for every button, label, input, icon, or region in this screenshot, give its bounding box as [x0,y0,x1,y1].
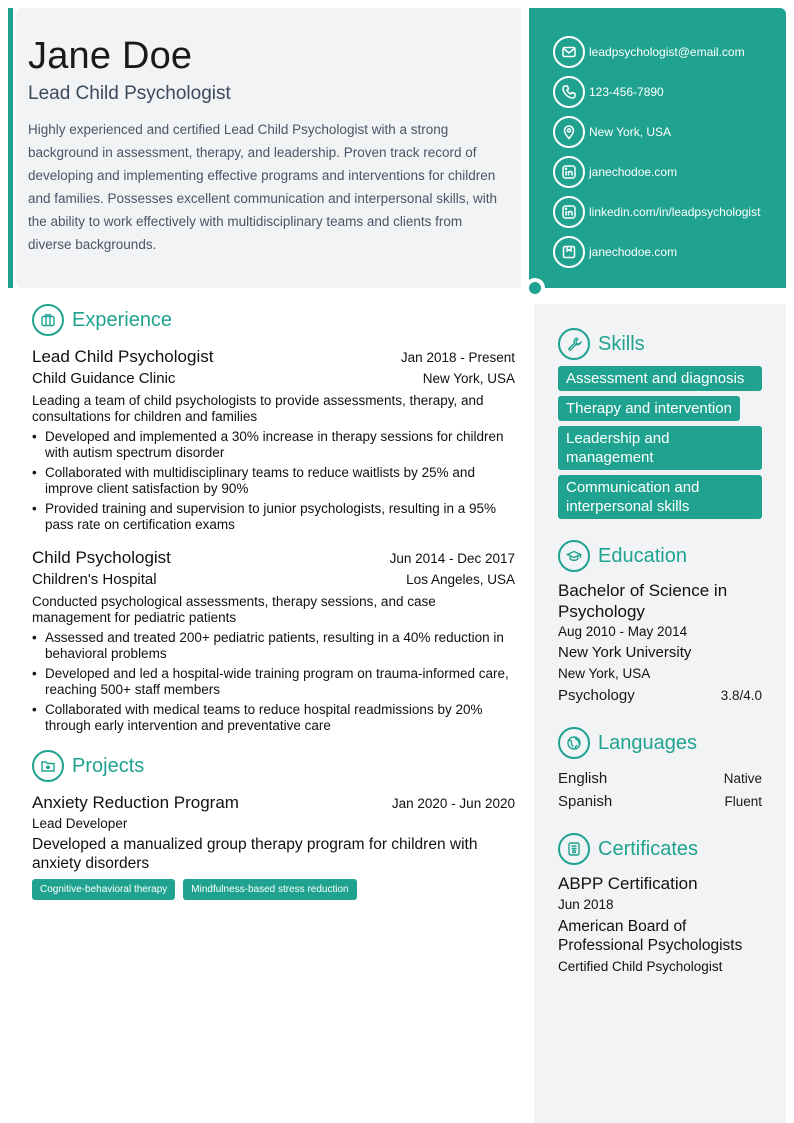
education-location: New York, USA [558,666,651,681]
languages-heading [558,727,762,759]
job-company: Children's Hospital [32,571,157,588]
job-role: Lead Child Psychologist [32,347,214,366]
graduation-cap-icon [558,540,590,572]
skill-tag: Assessment and diagnosis [558,366,762,391]
experience-heading [32,304,515,336]
linkedin-icon [553,196,585,228]
education-field-row [558,684,762,707]
job-description: Leading a team of child psychologists to provide assessments, therapy, and consultations for children and families [32,393,484,424]
accent-bar [8,8,13,288]
education-title: Education [598,544,687,567]
language-level: Native [723,771,762,786]
skill-tag: Leadership and management [558,426,762,470]
job-role: Child Psychologist [32,548,171,567]
education-school: New York University [558,644,692,661]
folder-icon [32,750,64,782]
job-bullet: • Collaborated with multidisciplinary teams to reduce waitlists by 25% and improve client satisfaction by 90% [32,465,515,497]
job-bullet: • Collaborated with medical teams to reduce hospital readmissions by 20% through early intervention and preventative care [32,702,515,734]
languages-list [558,767,762,813]
contact-email[interactable] [553,32,786,72]
contact-phone-text: 123-456-7890 [589,85,664,99]
location-icon [553,116,585,148]
contact-website-text: janechodoe.com [589,165,678,179]
contact-location-text: New York, USA [589,125,672,139]
project-tag: Mindfulness-based stress reduction [183,879,356,900]
phone-icon [553,76,585,108]
skills-title: Skills [598,332,645,355]
candidate-title: Lead Child Psychologist [28,83,231,104]
project-item [32,792,515,900]
certificates-heading [558,833,762,865]
contact-phone[interactable] [553,72,786,112]
contact-location [553,112,786,152]
decorative-dot [525,278,545,298]
certificate-issuer: American Board of Professional Psychologists [558,918,743,954]
language-level: Fluent [724,794,762,809]
education-degree: Bachelor of Science in Psychology [558,581,728,621]
projects-title: Projects [72,754,145,777]
projects-heading [32,750,515,782]
certificate-icon [558,833,590,865]
skills-list [558,366,762,524]
education-heading [558,540,762,572]
project-tag: Cognitive-behavioral therapy [32,879,175,900]
certificate-name: ABPP Certification [558,874,698,893]
language-item [558,767,762,790]
project-name: Anxiety Reduction Program [32,793,239,812]
contact-email-text: leadpsychologist@email.com [589,45,745,59]
job-dates: Jan 2018 - Present [400,350,515,365]
experience-item [32,547,515,734]
project-tags [32,879,515,900]
mail-icon [553,36,585,68]
job-company: Child Guidance Clinic [32,370,176,387]
candidate-name: Jane Doe [28,35,193,77]
contact-linkedin-text: linkedin.com/in/leadpsychologist [589,205,761,219]
language-name: Spanish [558,793,613,810]
job-bullets [32,429,515,533]
portfolio-icon [553,236,585,268]
experience-item [32,346,515,533]
job-bullet: • Provided training and supervision to junior psychologists, resulting in a 95% pass rate on certification exams [32,501,515,533]
language-name: English [558,770,608,787]
languages-title: Languages [598,731,697,754]
linkedin-icon [553,156,585,188]
contact-portfolio[interactable] [553,232,786,272]
job-bullets [32,630,515,734]
project-dates: Jan 2020 - Jun 2020 [391,796,515,811]
summary-text: Highly experienced and certified Lead Child Psychologist with a strong background in assessment, therapy, and leadership. Proven track record of developing and implementing effective programs and interventions for children and families. Possesses excellent communication and interpersonal skills, with the ability to work effectively with multidisciplinary teams and clients from diverse backgrounds. [28,122,497,252]
language-item [558,790,762,813]
skill-tag: Therapy and intervention [558,396,740,421]
education-field: Psychology [558,687,635,704]
header-summary-panel [16,8,521,288]
certificate-title: Certified Child Psychologist [558,959,723,974]
job-bullet: • Developed and implemented a 30% increase in therapy sessions for children with autism spectrum disorder [32,429,515,461]
skill-tag: Communication and interpersonal skills [558,475,762,519]
briefcase-icon [32,304,64,336]
contact-website[interactable] [553,152,786,192]
contact-linkedin[interactable] [553,192,786,232]
main-column [32,304,515,900]
certificates-title: Certificates [598,837,699,860]
contact-panel [529,8,786,288]
project-description: Developed a manualized group therapy program for children with anxiety disorders [32,836,478,872]
education-gpa: 3.8/4.0 [720,688,762,703]
sidebar [534,304,786,1123]
job-description: Conducted psychological assessments, therapy sessions, and case management for pediatric patients [32,594,436,625]
skills-heading [558,328,762,360]
education-dates: Aug 2010 - May 2014 [558,624,688,639]
job-bullet: • Assessed and treated 200+ pediatric patients, resulting in a 40% reduction in behavioral problems [32,630,515,662]
certificate-date: Jun 2018 [558,897,614,912]
globe-icon [558,727,590,759]
job-location: New York, USA [422,371,515,386]
experience-title: Experience [72,308,173,331]
job-dates: Jun 2014 - Dec 2017 [389,551,515,566]
project-role: Lead Developer [32,816,128,831]
wrench-icon [558,328,590,360]
contact-portfolio-text: janechodoe.com [589,245,678,259]
job-location: Los Angeles, USA [406,572,515,587]
job-bullet: • Developed and led a hospital-wide training program on trauma-informed care, reaching 500+ staff members [32,666,515,698]
